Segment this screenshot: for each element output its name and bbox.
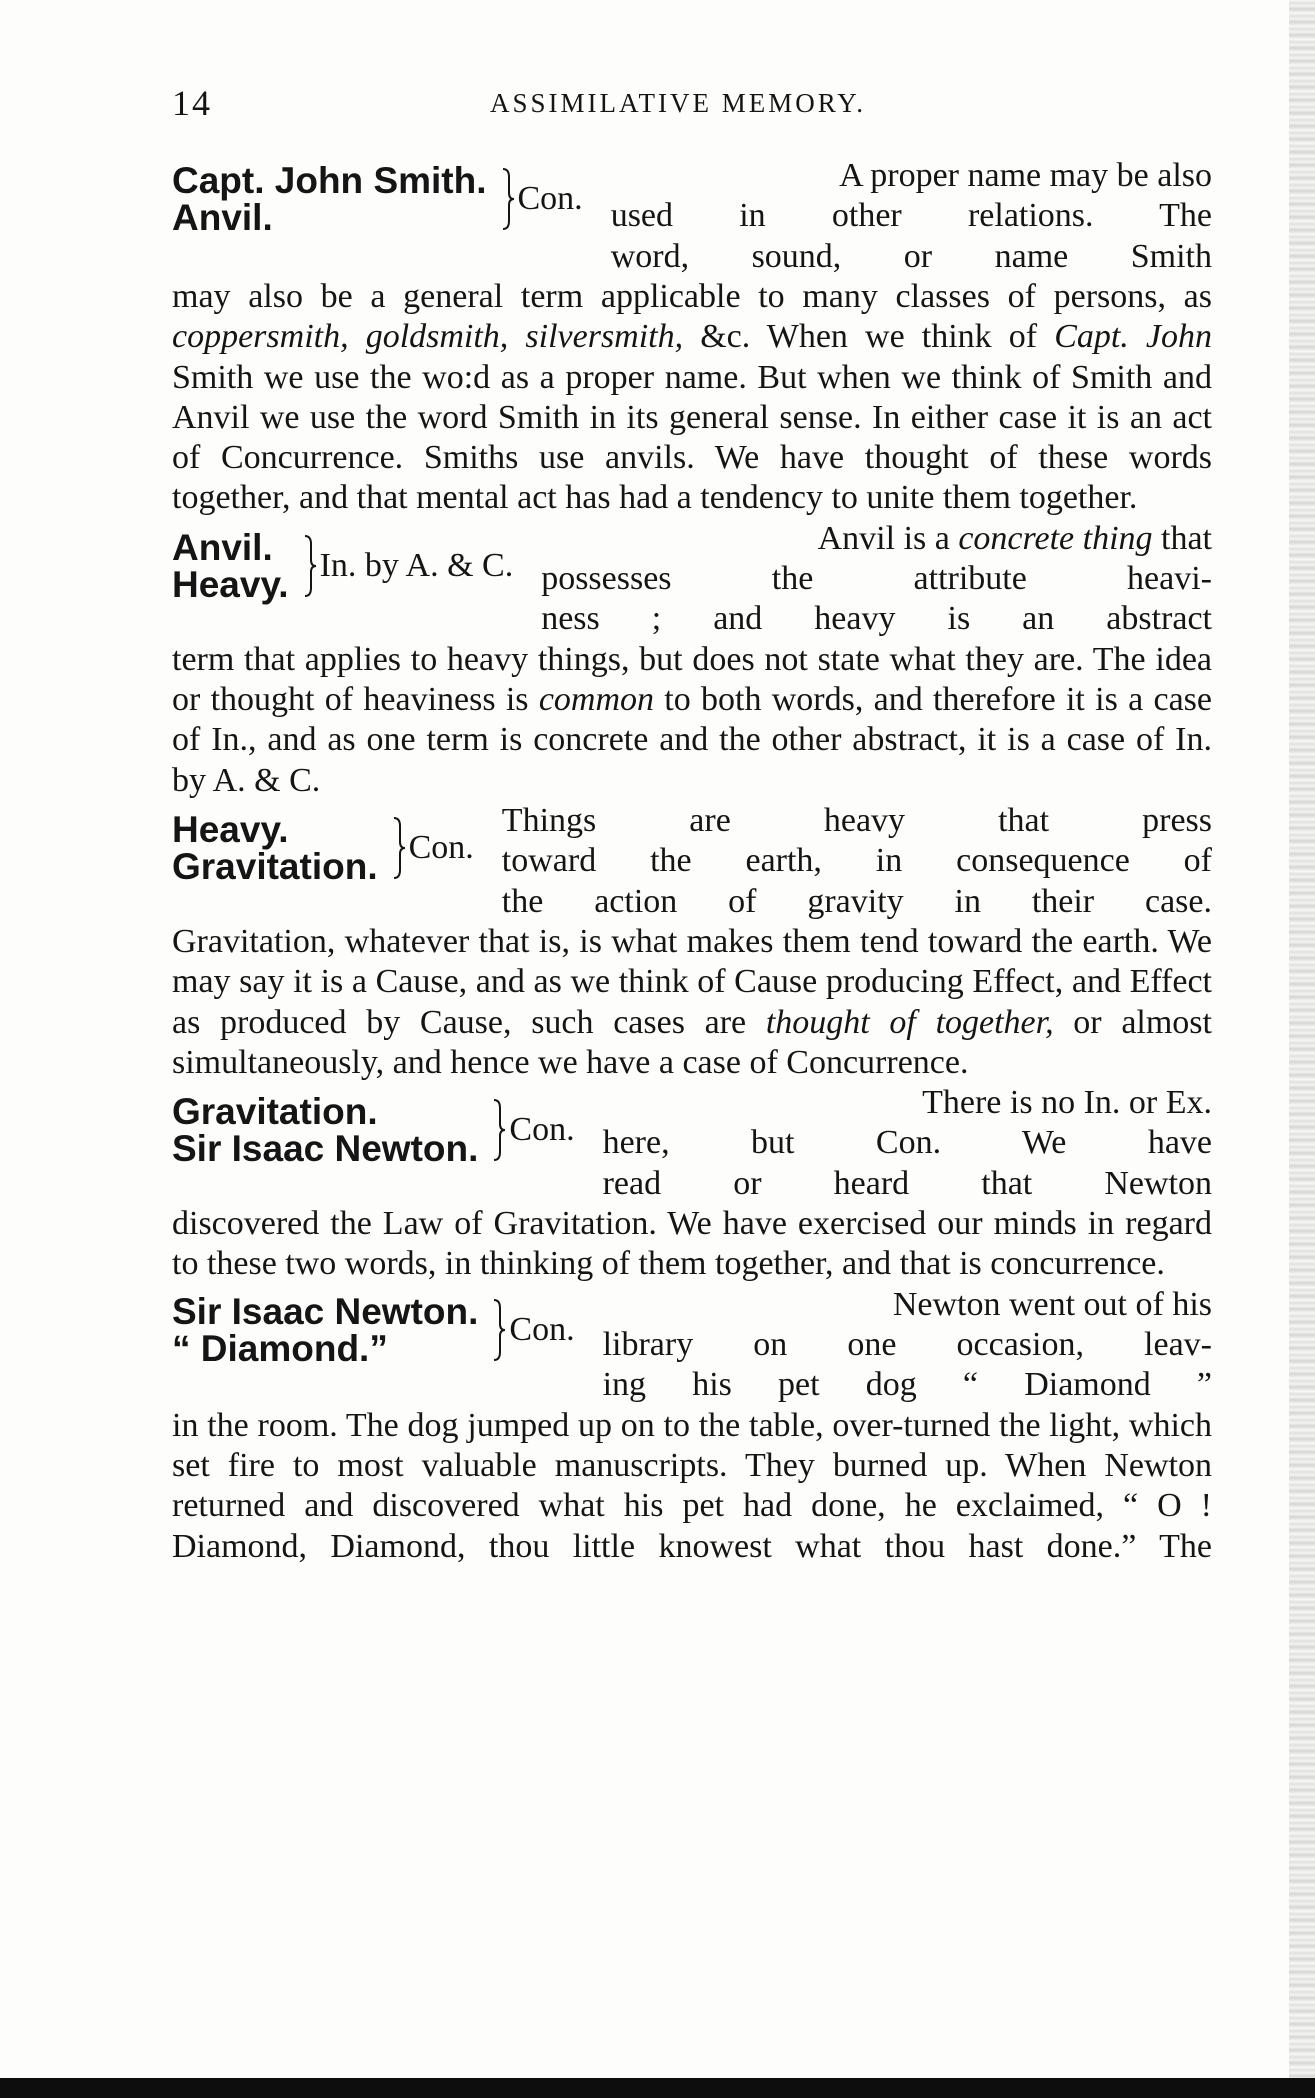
relation-label: Con. <box>408 828 474 866</box>
lead-line: There is no In. or Ex. <box>922 1084 1212 1122</box>
lead-line: ness ; and heavy is an abstract <box>541 600 1212 638</box>
term-second: Heavy. <box>172 563 289 605</box>
page-bottom-edge <box>0 2078 1315 2098</box>
entry-head <box>172 1290 575 1369</box>
running-title: ASSIMILATIVE MEMORY. <box>490 88 867 118</box>
term-first: Heavy. <box>172 808 289 850</box>
term-pair <box>172 1290 479 1369</box>
entry-head <box>172 526 514 605</box>
term-second: Sir Isaac Newton. <box>172 1128 479 1170</box>
lead-line: Anvil is a concrete thing that <box>817 519 1212 557</box>
lead-line: here, but Con. We have <box>602 1124 1212 1162</box>
entry-body <box>172 277 1212 519</box>
brace-icon <box>303 534 317 598</box>
body-text: may also be a general term applicable to many classes of persons, as <box>172 278 1212 315</box>
text-block <box>172 156 1212 1567</box>
entry-head <box>172 1091 575 1170</box>
lead-line: possesses the attribute heavi- <box>541 560 1212 598</box>
lead-line: A proper name may be also <box>839 157 1212 194</box>
body-text: in the room. The dog jumped up on to the table, over-turned the light, which set fire to most valuable manuscripts. They burned up. When Newton returned and discovered what his pet had done, he exclaimed, “ O ! Diamond, Diamond, thou little knowest what thou hast done.” The <box>172 1406 1212 1565</box>
term-first: Capt. John Smith. <box>172 160 487 201</box>
term-pair <box>172 1091 479 1170</box>
body-text: &c. When we think of <box>683 318 1055 356</box>
body-text: Smith we use the wo:d as a proper name. But when we think of Smith and Anvil we use the word Smith in its general sense. In either case it is an act of Concurrence. Smiths use anvils. We have thought of these words together, and that mental act has had a tendency to unite them together. <box>172 358 1212 517</box>
lead-line: used in other relations. The <box>610 197 1212 235</box>
term-first: Gravitation. <box>172 1091 378 1133</box>
body-text: Gravitation, whatever that is, is what makes them tend toward the earth. We may say it is a Cause, and as we think of Cause producing Effect, and Effect as produced by Cause, such cases are <box>172 922 1212 1041</box>
running-head <box>172 82 1212 128</box>
lead-italic: concrete thing <box>958 519 1153 557</box>
entry-lead <box>502 801 1212 922</box>
entry-anvil-heavy <box>172 519 1212 640</box>
relation-label: In. by A. & C. <box>319 546 514 584</box>
entry-lead <box>603 1083 1212 1204</box>
body-text: discovered the Law of Gravitation. We have exercised our minds in regard to these two words, in thinking of them together, and that is concurrence. <box>172 1205 1212 1283</box>
body-text: to both words, and therefore it is a case of In., and as one term is concrete and the other abstract, it is a case of In. by A. & C. <box>172 681 1212 799</box>
term-second: Anvil. <box>172 197 273 238</box>
body-italic: common <box>538 681 655 719</box>
entry-heavy-gravitation <box>172 801 1212 922</box>
entry-body <box>172 1204 1212 1285</box>
brace-icon <box>492 1298 506 1362</box>
body-italic: Capt. John <box>1054 318 1212 356</box>
relation-label: Con. <box>517 179 583 217</box>
entry-head <box>172 162 583 236</box>
lead-line: Things are heavy that press <box>501 801 1212 839</box>
term-second: “ Diamond.” <box>172 1327 388 1369</box>
term-second: Gravitation. <box>172 845 378 887</box>
entry-body <box>172 922 1212 1083</box>
relation-label: Con. <box>509 1310 575 1348</box>
entry-body <box>172 1406 1212 1567</box>
brace-icon <box>392 816 406 880</box>
relation-label: Con. <box>509 1111 575 1148</box>
lead-line: read or heard that Newton <box>602 1164 1212 1202</box>
term-pair <box>172 808 378 887</box>
lead-line: Newton went out of his <box>892 1285 1212 1323</box>
term-pair <box>172 162 487 236</box>
lead-line: library on one occasion, leav- <box>602 1326 1212 1364</box>
body-italic: coppersmith, goldsmith, silversmith, <box>172 318 684 356</box>
entry-lead <box>603 1285 1212 1406</box>
entry-lead <box>541 519 1212 640</box>
lead-line: ing his pet dog “ Diamond ” <box>602 1366 1212 1404</box>
entry-gravitation-newton <box>172 1083 1212 1204</box>
body-italic: thought of together, <box>765 1003 1054 1041</box>
body-text: term that applies to heavy things, but does not state what they are. The idea or thought of heaviness is <box>172 640 1212 719</box>
lead-line: toward the earth, in consequence of <box>501 842 1212 880</box>
entry-capt-john-smith <box>172 156 1212 277</box>
lead-line: word, sound, or name Smith <box>610 237 1212 275</box>
entry-lead <box>611 156 1212 277</box>
page-number: 14 <box>172 83 212 123</box>
brace-icon <box>501 167 515 231</box>
entry-head <box>172 808 474 887</box>
term-pair <box>172 526 289 605</box>
entry-body <box>172 640 1212 801</box>
body-text: or almost simultaneously, and hence we have a case of Concurrence. <box>172 1003 1212 1081</box>
scan-edge <box>1289 0 1315 2098</box>
entry-newton-diamond <box>172 1285 1212 1406</box>
term-first: Sir Isaac Newton. <box>172 1290 479 1332</box>
lead-line: the action of gravity in their case. <box>501 882 1212 920</box>
brace-icon <box>492 1098 506 1162</box>
term-first: Anvil. <box>172 526 273 568</box>
